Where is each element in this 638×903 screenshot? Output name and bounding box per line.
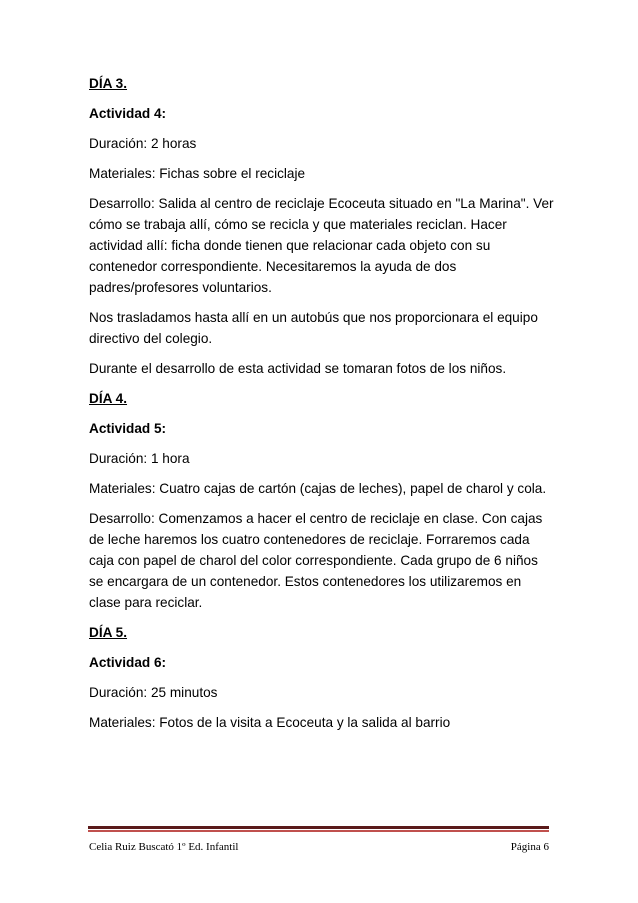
day-3-heading: DÍA 3. [89, 76, 128, 91]
document-body [89, 73, 554, 742]
activity-5-materials: Materiales: Cuatro cajas de cartón (cajas de leches), papel de charol y cola. [89, 481, 547, 496]
activity-6-materials: Materiales: Fotos de la visita a Ecoceuta y la salida al barrio [89, 715, 451, 730]
footer-author: Celia Ruiz Buscató 1º Ed. Infantil [89, 841, 239, 853]
activity-5-title: Actividad 5: [89, 421, 167, 436]
activity-4-transport: Nos trasladamos hasta allí en un autobús que nos proporcionara el equipo directivo del colegio. [89, 310, 538, 346]
activity-5-duration: Duración: 1 hora [89, 451, 190, 466]
page-footer [89, 840, 549, 854]
activity-6-duration: Duración: 25 minutos [89, 685, 218, 700]
day-5-heading: DÍA 5. [89, 625, 128, 640]
activity-4-duration: Duración: 2 horas [89, 136, 197, 151]
footer-page-number: Página 6 [510, 841, 549, 853]
activity-4-development: Desarrollo: Salida al centro de reciclaje Ecoceuta situado en "La Marina". Ver cómo se trabaja allí, cómo se recicla y que materiales reciclan. Hacer actividad allí: ficha donde tienen que relacionar cada objeto con su contenedor correspondiente. Necesitaremos la ayuda de dos padres/profesores voluntarios. [89, 196, 554, 295]
activity-6-title: Actividad 6: [89, 655, 167, 670]
footer-divider [88, 826, 549, 832]
footer-divider-red-line [88, 830, 549, 832]
activity-5-development: Desarrollo: Comenzamos a hacer el centro de reciclaje en clase. Con cajas de leche haremos los cuatro contenedores de reciclaje. Forraremos cada caja con papel de charol del color correspondiente. Cada grupo de 6 niños se encargara de un contenedor. Estos contenedores los utilizaremos en clase para reciclar. [89, 511, 543, 610]
activity-4-title: Actividad 4: [89, 106, 167, 121]
activity-4-materials: Materiales: Fichas sobre el reciclaje [89, 166, 306, 181]
footer-divider-dark-line [88, 826, 549, 829]
day-4-heading: DÍA 4. [89, 391, 128, 406]
activity-4-photos: Durante el desarrollo de esta actividad se tomaran fotos de los niños. [89, 361, 507, 376]
